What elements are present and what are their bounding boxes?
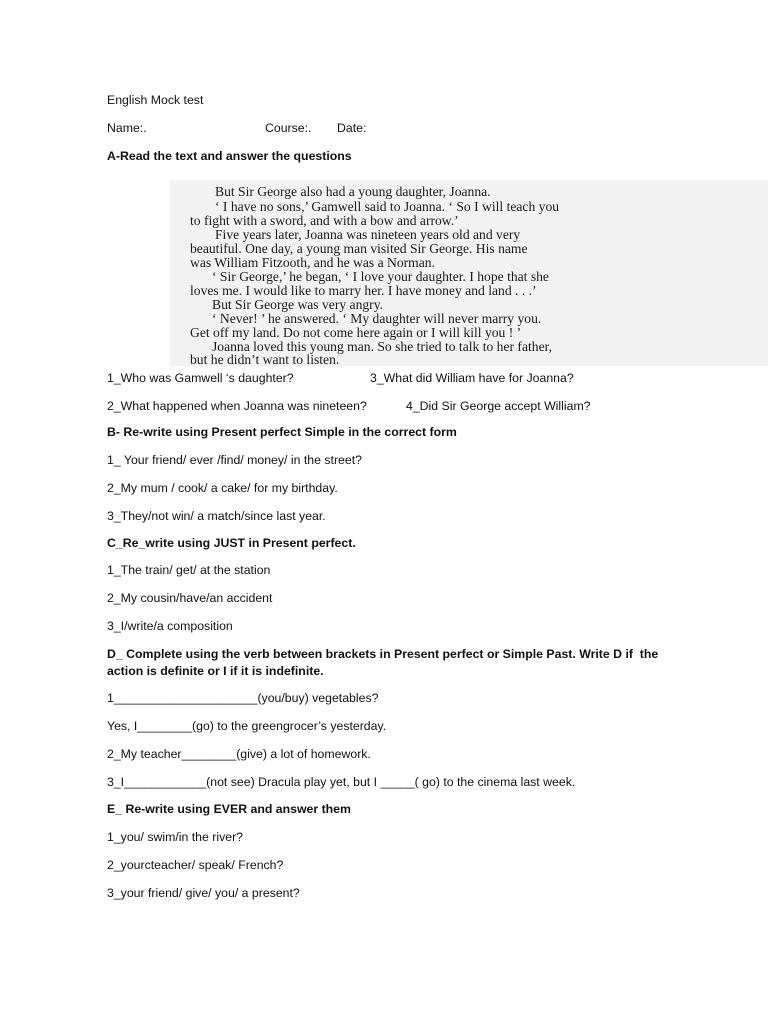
passage-line: loves me. I would like to marry her. I have money and land . . .’ [190,283,537,298]
section-c-item: 3_I/write/a composition [107,619,233,633]
section-e-heading: E_ Re-write using EVER and answer them [107,802,351,816]
section-e-item: 2_yourcteacher/ speak/ French? [107,858,284,872]
section-d-item: 3_I____________(not see) Dracula play yet, but I _____( go) to the cinema last week. [107,775,576,789]
section-c-item: 2_My cousin/have/an accident [107,591,273,605]
passage-line: Get off my land. Do not come here again or I will kill you ! ’ [190,325,522,340]
section-c-heading: C_Re_write using JUST in Present perfect. [107,536,356,550]
section-c-item: 1_The train/ get/ at the station [107,563,271,577]
section-d-heading-cont: action is definite or I if it is indefinite. [107,664,324,678]
question-3: 3_What did William have for Joanna? [370,371,574,385]
passage-line: was William Fitzooth, and he was a Norman. [190,255,435,270]
section-b-item: 1_ Your friend/ ever /find/ money/ in the street? [107,453,362,467]
section-a-heading: A-Read the text and answer the questions [107,149,352,163]
section-d-heading: D_ Complete using the verb between brackets in Present perfect or Simple Past. Write D if the [107,647,659,661]
passage-line: Five years later, Joanna was nineteen years old and very [215,227,521,242]
passage-line: But Sir George also had a young daughter, Joanna. [215,184,491,199]
passage-line: Joanna loved this young man. So she tried to talk to her father, [212,339,552,354]
section-e-item: 1_you/ swim/in the river? [107,830,244,844]
test-title: English Mock test [107,93,204,107]
question-2: 2_What happened when Joanna was nineteen? [107,399,367,413]
question-1: 1_Who was Gamwell ‘s daughter? [107,371,294,385]
passage-line: ‘ Sir George,’ he began, ‘ I love your daughter. I hope that she [212,269,549,284]
passage-line: beautiful. One day, a young man visited Sir George. His name [190,241,528,256]
passage-line: But Sir George was very angry. [212,297,384,312]
question-4: 4_Did Sir George accept William? [406,399,591,413]
reading-passage [170,180,768,366]
section-d-item: 1_____________________(you/buy) vegetables? [107,691,379,705]
name-label: Name:. [107,121,147,135]
section-b-item: 3_They/not win/ a match/since last year. [107,509,326,523]
section-d-item: Yes, I________(go) to the greengrocer’s yesterday. [107,719,387,733]
section-e-item: 3_your friend/ give/ you/ a present? [107,886,300,900]
passage-line: to fight with a sword, and with a bow and arrow.’ [190,213,459,228]
passage-line: but he didn’t want to listen. [190,352,340,367]
section-b-heading: B- Re-write using Present perfect Simple in the correct form [107,425,457,439]
date-label: Date: [337,121,367,135]
passage-line: ‘ Never! ’ he answered. ‘ My daughter will never marry you. [212,311,542,326]
course-label: Course:. [265,121,312,135]
section-b-item: 2_My mum / cook/ a cake/ for my birthday. [107,481,338,495]
section-d-item: 2_My teacher________(give) a lot of homework. [107,747,371,761]
passage-line: ‘ I have no sons,’ Gamwell said to Joanna. ‘ So I will teach you [215,199,560,214]
